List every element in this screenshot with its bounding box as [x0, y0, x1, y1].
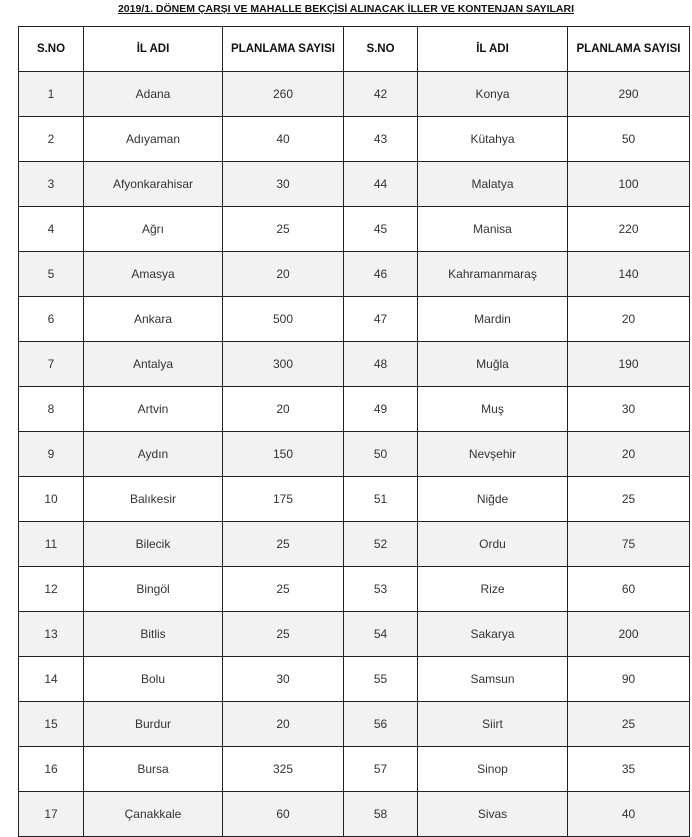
- cell-planned-count-right: 30: [568, 387, 690, 432]
- cell-sno-left: 8: [19, 387, 84, 432]
- cell-planned-count-left: 20: [223, 252, 344, 297]
- cell-sno-right: 46: [344, 252, 418, 297]
- cell-sno-left: 11: [19, 522, 84, 567]
- cell-planned-count-left: 300: [223, 342, 344, 387]
- cell-sno-left: 14: [19, 657, 84, 702]
- cell-planned-count-left: 30: [223, 162, 344, 207]
- cell-planned-count-right: 75: [568, 522, 690, 567]
- cell-sno-left: 2: [19, 117, 84, 162]
- cell-sno-left: 17: [19, 792, 84, 837]
- table-row: [19, 252, 690, 297]
- table-row: [19, 477, 690, 522]
- cell-province-right: Rize: [418, 567, 568, 612]
- table-row: [19, 657, 690, 702]
- cell-planned-count-left: 20: [223, 387, 344, 432]
- cell-planned-count-left: 25: [223, 522, 344, 567]
- cell-province-right: Sinop: [418, 747, 568, 792]
- cell-planned-count-right: 100: [568, 162, 690, 207]
- table-row: [19, 207, 690, 252]
- table-row: [19, 522, 690, 567]
- cell-province-left: Aydın: [84, 432, 223, 477]
- cell-planned-count-left: 20: [223, 702, 344, 747]
- cell-province-left: Burdur: [84, 702, 223, 747]
- table-row: [19, 72, 690, 117]
- cell-province-left: Bolu: [84, 657, 223, 702]
- cell-planned-count-right: 290: [568, 72, 690, 117]
- header-sno-left: S.NO: [19, 27, 84, 72]
- table-row: [19, 297, 690, 342]
- cell-sno-right: 51: [344, 477, 418, 522]
- cell-planned-count-right: 140: [568, 252, 690, 297]
- cell-sno-right: 53: [344, 567, 418, 612]
- cell-province-right: Nevşehir: [418, 432, 568, 477]
- cell-province-left: Balıkesir: [84, 477, 223, 522]
- table-body: [19, 72, 690, 837]
- cell-planned-count-left: 260: [223, 72, 344, 117]
- cell-planned-count-right: 190: [568, 342, 690, 387]
- cell-sno-right: 49: [344, 387, 418, 432]
- cell-sno-left: 16: [19, 747, 84, 792]
- cell-sno-left: 4: [19, 207, 84, 252]
- header-planned-count-left: PLANLAMA SAYISI: [223, 27, 344, 72]
- cell-planned-count-right: 25: [568, 702, 690, 747]
- cell-province-right: Konya: [418, 72, 568, 117]
- cell-province-right: Kahramanmaraş: [418, 252, 568, 297]
- table-row: [19, 162, 690, 207]
- table-row: [19, 342, 690, 387]
- cell-planned-count-right: 35: [568, 747, 690, 792]
- cell-province-left: Antalya: [84, 342, 223, 387]
- cell-province-left: Adıyaman: [84, 117, 223, 162]
- cell-sno-right: 54: [344, 612, 418, 657]
- cell-sno-right: 57: [344, 747, 418, 792]
- cell-sno-right: 47: [344, 297, 418, 342]
- cell-province-right: Kütahya: [418, 117, 568, 162]
- cell-planned-count-left: 25: [223, 207, 344, 252]
- cell-province-left: Ankara: [84, 297, 223, 342]
- cell-sno-right: 56: [344, 702, 418, 747]
- cell-province-left: Ağrı: [84, 207, 223, 252]
- cell-sno-right: 44: [344, 162, 418, 207]
- cell-sno-left: 1: [19, 72, 84, 117]
- cell-planned-count-left: 175: [223, 477, 344, 522]
- table-row: [19, 567, 690, 612]
- cell-planned-count-right: 20: [568, 432, 690, 477]
- cell-planned-count-left: 30: [223, 657, 344, 702]
- cell-province-left: Adana: [84, 72, 223, 117]
- cell-province-left: Afyonkarahisar: [84, 162, 223, 207]
- header-sno-right: S.NO: [344, 27, 418, 72]
- cell-sno-right: 52: [344, 522, 418, 567]
- cell-province-left: Amasya: [84, 252, 223, 297]
- cell-planned-count-right: 220: [568, 207, 690, 252]
- cell-province-right: Malatya: [418, 162, 568, 207]
- document-title: 2019/1. DÖNEM ÇARŞI VE MAHALLE BEKÇİSİ ALINACAK İLLER VE KONTENJAN SAYILARI: [117, 3, 575, 15]
- cell-province-left: Bursa: [84, 747, 223, 792]
- cell-province-left: Bingöl: [84, 567, 223, 612]
- cell-province-right: Niğde: [418, 477, 568, 522]
- table-row: [19, 612, 690, 657]
- cell-sno-right: 58: [344, 792, 418, 837]
- cell-sno-right: 48: [344, 342, 418, 387]
- cell-planned-count-right: 50: [568, 117, 690, 162]
- cell-province-right: Siirt: [418, 702, 568, 747]
- cell-planned-count-right: 60: [568, 567, 690, 612]
- table-row: [19, 387, 690, 432]
- cell-sno-left: 12: [19, 567, 84, 612]
- cell-sno-left: 5: [19, 252, 84, 297]
- cell-sno-right: 45: [344, 207, 418, 252]
- cell-province-right: Manisa: [418, 207, 568, 252]
- header-province-left: İL ADI: [84, 27, 223, 72]
- table-row: [19, 792, 690, 837]
- cell-province-left: Çanakkale: [84, 792, 223, 837]
- cell-province-left: Artvin: [84, 387, 223, 432]
- cell-province-right: Sakarya: [418, 612, 568, 657]
- cell-planned-count-left: 325: [223, 747, 344, 792]
- cell-sno-right: 43: [344, 117, 418, 162]
- quota-table: [18, 26, 690, 837]
- cell-province-right: Sivas: [418, 792, 568, 837]
- cell-planned-count-left: 25: [223, 612, 344, 657]
- table-row: [19, 117, 690, 162]
- cell-sno-left: 7: [19, 342, 84, 387]
- header-province-right: İL ADI: [418, 27, 568, 72]
- cell-planned-count-right: 40: [568, 792, 690, 837]
- cell-planned-count-right: 20: [568, 297, 690, 342]
- cell-sno-right: 55: [344, 657, 418, 702]
- cell-sno-left: 3: [19, 162, 84, 207]
- table-row: [19, 432, 690, 477]
- cell-sno-left: 15: [19, 702, 84, 747]
- cell-sno-left: 10: [19, 477, 84, 522]
- cell-sno-left: 6: [19, 297, 84, 342]
- cell-planned-count-left: 500: [223, 297, 344, 342]
- cell-province-left: Bilecik: [84, 522, 223, 567]
- table-row: [19, 702, 690, 747]
- cell-planned-count-left: 40: [223, 117, 344, 162]
- cell-province-right: Muş: [418, 387, 568, 432]
- cell-sno-left: 13: [19, 612, 84, 657]
- cell-planned-count-left: 25: [223, 567, 344, 612]
- cell-province-right: Ordu: [418, 522, 568, 567]
- cell-planned-count-right: 90: [568, 657, 690, 702]
- cell-planned-count-right: 200: [568, 612, 690, 657]
- cell-planned-count-left: 60: [223, 792, 344, 837]
- cell-province-left: Bitlis: [84, 612, 223, 657]
- cell-province-right: Muğla: [418, 342, 568, 387]
- cell-province-right: Mardin: [418, 297, 568, 342]
- cell-sno-right: 42: [344, 72, 418, 117]
- cell-planned-count-left: 150: [223, 432, 344, 477]
- cell-province-right: Samsun: [418, 657, 568, 702]
- table-row: [19, 747, 690, 792]
- cell-sno-right: 50: [344, 432, 418, 477]
- header-planned-count-right: PLANLAMA SAYISI: [568, 27, 690, 72]
- cell-planned-count-right: 25: [568, 477, 690, 522]
- cell-sno-left: 9: [19, 432, 84, 477]
- table-header-row: [19, 27, 690, 72]
